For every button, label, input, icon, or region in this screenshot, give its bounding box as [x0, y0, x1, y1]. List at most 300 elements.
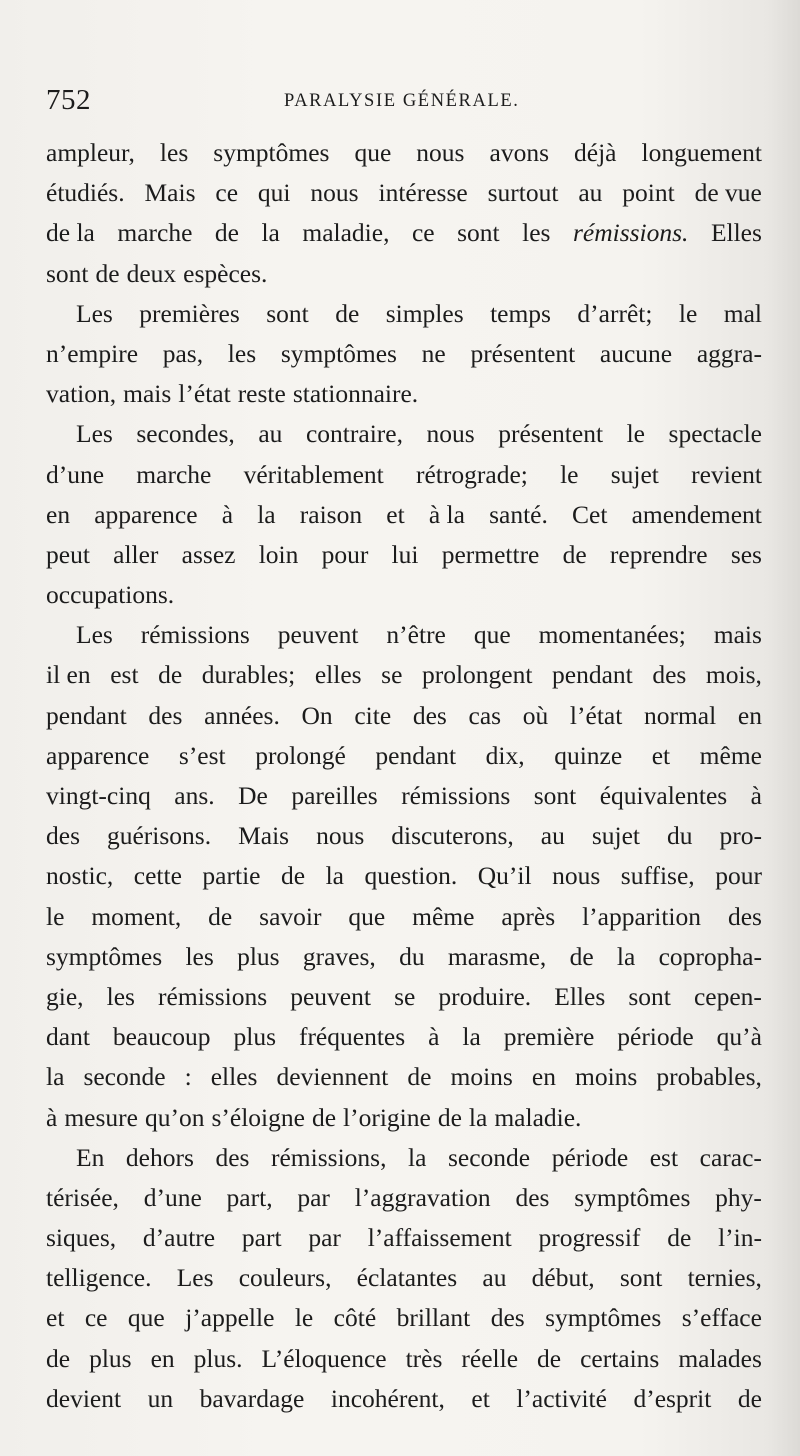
word: maladie,	[302, 218, 390, 248]
word: ternies,	[687, 1263, 762, 1293]
word: elles	[210, 1062, 258, 1092]
word: mais	[123, 379, 172, 409]
word: fréquentes	[298, 1022, 406, 1052]
word: que	[473, 620, 511, 650]
word: symptômes	[46, 941, 163, 971]
word: temps	[490, 298, 551, 328]
word: nostic,	[46, 861, 114, 891]
word: de	[335, 298, 360, 328]
word: Les	[76, 620, 113, 650]
word: par	[308, 1223, 341, 1253]
word: momentanées;	[538, 620, 686, 650]
word: les	[106, 981, 135, 1011]
word: des	[490, 1303, 525, 1333]
word: la	[462, 1022, 481, 1052]
word: d’une	[46, 459, 105, 489]
word: Elles	[554, 981, 606, 1011]
word: du	[399, 941, 425, 971]
text-line	[46, 1379, 762, 1419]
word: après	[501, 901, 556, 931]
word: ampleur,	[46, 138, 135, 167]
text-line	[46, 213, 762, 253]
word: à	[221, 499, 234, 529]
text-line	[46, 173, 762, 213]
word: à	[428, 1022, 440, 1052]
word: Mais	[238, 821, 290, 851]
text-line	[46, 1258, 762, 1298]
text-line	[46, 696, 762, 736]
word: mais	[713, 620, 762, 650]
text-line	[46, 455, 762, 495]
word: L’éloquence	[261, 1343, 387, 1373]
word: de	[562, 539, 587, 569]
text-line	[46, 133, 762, 173]
word: seconde	[448, 1142, 531, 1172]
word: l’affaissement	[367, 1223, 512, 1253]
word: mal	[723, 298, 762, 328]
word: De	[238, 781, 268, 810]
word: sont	[619, 1263, 663, 1293]
text-line	[46, 254, 762, 294]
text-line	[46, 334, 762, 374]
word: moins	[450, 1062, 513, 1092]
word: au	[578, 178, 603, 208]
word: de	[537, 1343, 562, 1373]
word: Cet	[572, 499, 608, 529]
word: aggra-	[696, 338, 762, 368]
word: moins	[575, 1062, 638, 1092]
word: n’empire	[46, 338, 139, 368]
word: déjà	[574, 138, 617, 167]
text-line	[46, 535, 762, 575]
word: copropha-	[658, 941, 762, 971]
word: en	[150, 1343, 175, 1373]
word: elles	[314, 660, 362, 690]
word: se	[381, 660, 403, 690]
word: bavardage	[199, 1383, 305, 1413]
word: vation,	[46, 379, 117, 409]
word: et	[651, 740, 671, 770]
word: d’une	[143, 1182, 202, 1212]
text-line	[46, 856, 762, 896]
body-text	[46, 133, 762, 1419]
text-line	[46, 736, 762, 776]
word: suffise,	[620, 861, 695, 891]
word: de	[214, 218, 239, 248]
paragraph	[46, 615, 762, 1137]
word: discuterons,	[391, 821, 514, 851]
word: secondes,	[136, 419, 235, 449]
word: où	[522, 700, 549, 730]
word: l’in-	[718, 1223, 762, 1253]
word: certains	[580, 1343, 660, 1373]
word: plus.	[193, 1343, 243, 1373]
text-line	[46, 977, 762, 1017]
word: cette	[133, 861, 182, 891]
word: en	[46, 499, 71, 529]
word: la	[46, 1062, 65, 1092]
word: les	[227, 338, 257, 368]
word: Les	[76, 298, 113, 328]
word: sont	[266, 298, 309, 328]
word: dix,	[485, 740, 525, 770]
word: sont	[533, 781, 577, 810]
word: marasme,	[447, 941, 547, 971]
word: Les	[176, 1263, 214, 1293]
word: couleurs,	[238, 1263, 332, 1293]
word: Elles	[710, 218, 762, 248]
word: ce	[411, 218, 435, 248]
word: j’appelle	[185, 1303, 275, 1333]
word: raison	[299, 499, 363, 529]
paragraph	[46, 133, 762, 294]
word: la	[408, 1142, 427, 1172]
word: sont	[457, 218, 500, 248]
word: rémissions	[401, 781, 511, 810]
word: deux	[126, 258, 177, 288]
word: le	[560, 459, 579, 489]
word: que	[127, 1303, 165, 1333]
word: maladie.	[494, 1102, 582, 1132]
word: partie	[202, 861, 261, 891]
word: ne	[421, 338, 446, 368]
word: présentent	[470, 338, 576, 368]
word: de la	[46, 218, 95, 248]
word: permettre	[441, 539, 540, 569]
word: stationnaire.	[292, 379, 419, 409]
text-line	[46, 615, 762, 655]
word: reprendre	[609, 539, 708, 569]
word: même	[699, 740, 762, 770]
word: rémissions.	[572, 218, 689, 248]
word: plus	[233, 1022, 277, 1052]
word: ce	[84, 1303, 108, 1333]
word: beaucoup	[112, 1022, 211, 1052]
word: brillant	[396, 1303, 471, 1333]
word: présentent	[498, 419, 604, 449]
word: phy-	[715, 1182, 762, 1212]
word: pareilles	[291, 781, 378, 810]
word: ses	[730, 539, 762, 569]
word: la	[257, 499, 276, 529]
word: sujet	[610, 459, 659, 489]
word: symptômes	[280, 338, 397, 368]
word: à la	[428, 499, 465, 529]
word: d’autre	[142, 1223, 216, 1253]
word: surtout	[487, 178, 559, 208]
word: réelle	[461, 1343, 519, 1373]
word: n’être	[386, 620, 446, 650]
word: sont	[46, 258, 89, 288]
word: en	[531, 1062, 556, 1092]
word: lui	[391, 539, 419, 569]
word: du	[666, 821, 693, 851]
word: occupations.	[46, 580, 175, 610]
word: éclatantes	[356, 1263, 458, 1293]
word: d’arrêt;	[577, 298, 653, 328]
word: les	[185, 941, 214, 971]
word: que	[348, 901, 386, 931]
word: guérisons.	[106, 821, 212, 851]
word: incohérent,	[330, 1383, 445, 1413]
word: pour	[321, 539, 369, 569]
word: espèces.	[183, 258, 268, 288]
word: longuement	[641, 138, 762, 167]
word: seconde	[83, 1062, 166, 1092]
word: pendant	[46, 700, 127, 730]
word: aucune	[599, 338, 673, 368]
word: Qu’il	[477, 861, 532, 891]
word: qu’on	[144, 1102, 205, 1132]
word: et	[386, 499, 405, 529]
word: il en	[46, 660, 91, 690]
text-line	[46, 1138, 762, 1178]
word: le	[46, 901, 65, 931]
text-line	[46, 1218, 762, 1258]
word: de	[158, 660, 183, 690]
word: pro-	[719, 821, 762, 851]
text-line	[46, 1298, 762, 1338]
word: pour	[715, 861, 762, 891]
page-number: 752	[46, 84, 91, 116]
word: des	[652, 660, 687, 690]
word: mesure	[64, 1102, 138, 1132]
word: est	[110, 660, 139, 690]
word: part	[241, 1223, 282, 1253]
word: de	[407, 1062, 432, 1092]
word: progressif	[538, 1223, 641, 1253]
word: et	[471, 1383, 490, 1413]
word: apparence	[46, 740, 150, 770]
word: symptômes	[545, 1303, 662, 1333]
text-line	[46, 1057, 762, 1097]
word: Les	[76, 419, 113, 449]
word: l’activité	[516, 1383, 607, 1413]
word: dehors	[125, 1142, 194, 1172]
word: très	[405, 1343, 443, 1373]
text-line	[46, 1098, 762, 1138]
word: On	[301, 700, 333, 730]
page-header	[46, 84, 760, 120]
text-line	[46, 294, 762, 334]
word: s’éloigne	[211, 1102, 305, 1132]
word: carac-	[699, 1142, 762, 1172]
word: peut	[46, 539, 90, 569]
word: simples	[385, 298, 464, 328]
running-head: PARALYSIE GÉNÉRALE.	[284, 91, 520, 111]
word: peuvent	[290, 981, 371, 1011]
word: aller	[113, 539, 159, 569]
word: symptômes	[574, 1182, 691, 1212]
word: se	[394, 981, 416, 1011]
word: spectacle	[668, 419, 762, 449]
word: intéresse	[378, 178, 468, 208]
word: de vue	[694, 178, 762, 208]
word: amendement	[631, 499, 762, 529]
word: nous	[426, 419, 475, 449]
word: produire.	[438, 981, 532, 1011]
word: Mais	[144, 178, 196, 208]
word: d’esprit	[633, 1383, 712, 1413]
word: la	[468, 1102, 488, 1132]
word: de	[667, 1223, 692, 1253]
word: rémissions,	[271, 1142, 387, 1172]
word: s’est	[178, 740, 226, 770]
word: probables,	[656, 1062, 762, 1092]
text-line	[46, 374, 762, 414]
word: période	[617, 1022, 694, 1052]
word: l’état	[569, 700, 623, 730]
word: térisée,	[46, 1182, 119, 1212]
word: dant	[46, 1022, 90, 1052]
text-line	[46, 495, 762, 535]
word: est	[649, 1142, 679, 1172]
paragraph	[46, 1138, 762, 1419]
word: rétrograde;	[416, 459, 528, 489]
word: :	[184, 1062, 192, 1092]
word: des	[148, 700, 183, 730]
word: le	[678, 298, 698, 328]
word: que	[354, 138, 392, 167]
word: véritablement	[243, 459, 384, 489]
word: savoir	[259, 901, 322, 931]
word: le	[294, 1303, 314, 1333]
word: point	[622, 178, 675, 208]
word: des	[412, 700, 447, 730]
word: la	[616, 941, 636, 971]
text-line	[46, 816, 762, 856]
word: En	[76, 1142, 105, 1172]
word: des	[46, 821, 80, 851]
word: équivalentes	[599, 781, 728, 810]
word: telligence.	[46, 1263, 152, 1293]
text-line	[46, 1339, 762, 1379]
word: la	[261, 218, 280, 248]
word: plus	[237, 941, 280, 971]
text-line	[46, 655, 762, 695]
word: devient	[46, 1383, 122, 1413]
word: ans.	[174, 781, 215, 810]
text-line	[46, 1178, 762, 1218]
word: période	[551, 1142, 629, 1172]
word: à	[750, 781, 762, 810]
text-line	[46, 575, 762, 615]
text-line	[46, 937, 762, 977]
word: les	[159, 138, 189, 167]
word: à	[46, 1102, 58, 1132]
word: loin	[258, 539, 299, 569]
word: des	[215, 1142, 250, 1172]
word: l’origine	[343, 1102, 431, 1132]
word: marche	[136, 459, 212, 489]
word: des	[515, 1182, 550, 1212]
word: durables;	[201, 660, 296, 690]
word: la	[325, 861, 344, 891]
word: de	[46, 1343, 71, 1373]
word: siques,	[46, 1223, 117, 1253]
word: vingt-cinq	[46, 781, 151, 810]
word: pendant	[375, 740, 457, 770]
word: l’apparition	[582, 901, 702, 931]
word: de	[280, 861, 306, 891]
text-line	[46, 414, 762, 454]
word: cepen-	[693, 981, 762, 1011]
word: étudiés.	[46, 178, 125, 208]
word: nous	[316, 821, 365, 851]
word: marche	[117, 218, 193, 248]
word: de	[737, 1383, 762, 1413]
word: nous	[552, 861, 601, 891]
word: assez	[181, 539, 236, 569]
word: premières	[139, 298, 240, 328]
word: les	[522, 218, 551, 248]
word: l’aggravation	[354, 1182, 491, 1212]
word: première	[503, 1022, 595, 1052]
word: pas,	[162, 338, 204, 368]
text-line	[46, 897, 762, 937]
word: de	[569, 941, 594, 971]
word: côté	[333, 1303, 377, 1333]
word: le	[626, 419, 645, 449]
word: s’efface	[681, 1303, 762, 1333]
word: ce	[215, 178, 239, 208]
paragraph	[46, 414, 762, 615]
word: plus	[89, 1343, 132, 1373]
word: même	[412, 901, 475, 931]
word: cas	[468, 700, 502, 730]
word: qu’à	[716, 1022, 762, 1052]
word: rémissions	[140, 620, 250, 650]
word: nous	[416, 138, 465, 167]
word: de	[311, 1102, 337, 1132]
word: quinze	[554, 740, 623, 770]
word: question.	[364, 861, 458, 891]
text-line	[46, 776, 762, 816]
word: des	[727, 901, 762, 931]
word: rémissions	[158, 981, 268, 1011]
word: revient	[691, 459, 762, 489]
word: en	[737, 700, 762, 730]
word: de	[95, 258, 120, 288]
word: de	[437, 1102, 462, 1132]
word: santé.	[489, 499, 548, 529]
word: prolongent	[421, 660, 533, 690]
word: gie,	[46, 981, 84, 1011]
paragraph	[46, 294, 762, 415]
word: et	[46, 1303, 65, 1333]
word: apparence	[94, 499, 198, 529]
word: début,	[531, 1263, 595, 1293]
word: pendant	[552, 660, 633, 690]
word: sujet	[591, 821, 640, 851]
word: prolongé	[255, 740, 346, 770]
word: nous	[310, 178, 359, 208]
word: reste	[237, 379, 286, 409]
word: malades	[678, 1343, 762, 1373]
word: contraire,	[305, 419, 403, 449]
word: part,	[226, 1182, 273, 1212]
word: l’état	[178, 379, 231, 409]
word: normal	[643, 700, 717, 730]
word: graves,	[302, 941, 376, 971]
word: un	[147, 1383, 174, 1413]
word: au	[258, 419, 283, 449]
word: de	[208, 901, 233, 931]
word: sont	[628, 981, 671, 1011]
word: par	[297, 1182, 330, 1212]
word: peuvent	[277, 620, 359, 650]
word: avons	[489, 138, 549, 167]
